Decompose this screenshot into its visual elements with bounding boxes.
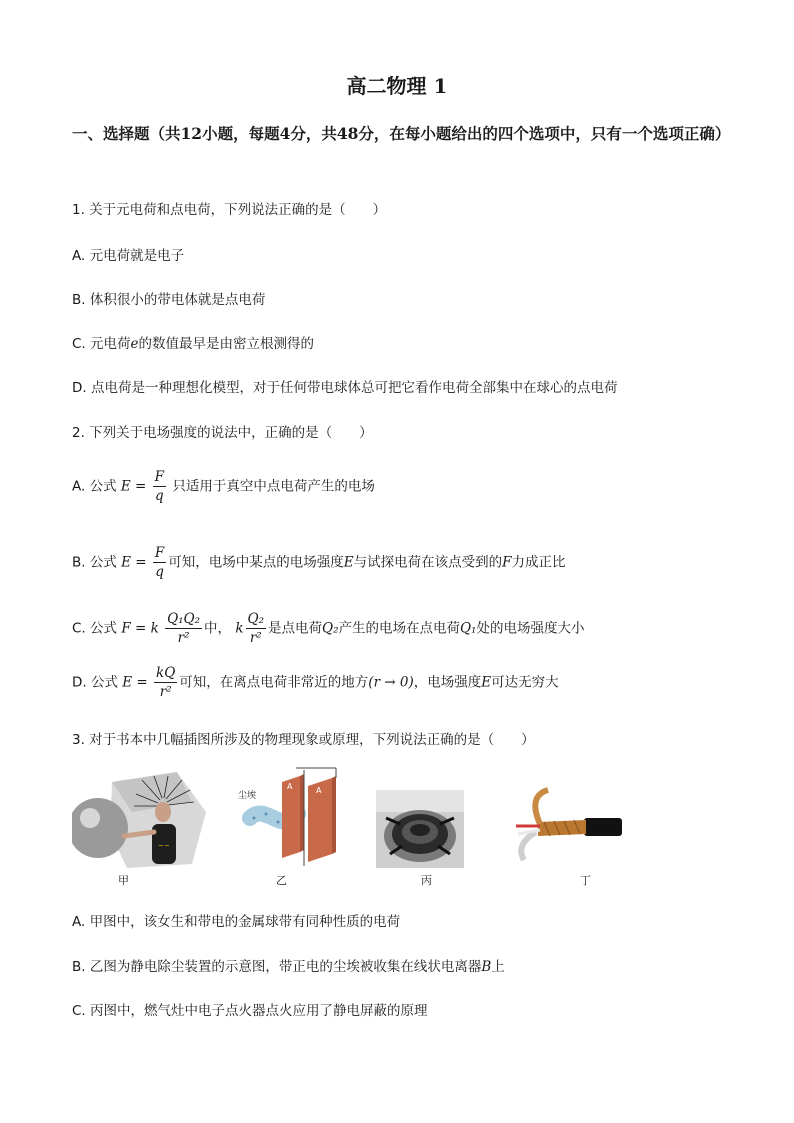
q2-d-e: E [481, 674, 492, 691]
q2-c-mid: 中， [204, 620, 232, 637]
frac-den: q [155, 564, 164, 580]
q2-c-lhs: F = k [121, 620, 159, 637]
q2-option-c [72, 610, 584, 647]
q2-b-suffix: 力成正比 [511, 554, 566, 571]
frac-num: kQ [156, 665, 176, 681]
plate-label-a2: A [316, 786, 322, 795]
q2-b-mid2: 与试探电荷在该点受到的 [353, 554, 503, 571]
fig-caption-yi: 乙 [276, 874, 287, 887]
q2-c-prefix: C. 公式 [72, 620, 118, 637]
q2-a-prefix: A. 公式 [72, 478, 117, 495]
q2-b-fraction [153, 544, 166, 581]
q2-d-mid: 可知，在离点电荷非常近的地方 [179, 674, 369, 691]
q2-b-f: F [502, 554, 512, 571]
dust-label: 尘埃 [238, 791, 257, 801]
q2-d-fraction [154, 664, 177, 701]
page-title: 高二物理 1 [346, 74, 448, 98]
frac-num: Q₁Q₂ [167, 611, 201, 627]
svg-text:~~: ~~ [158, 842, 170, 850]
frac-den: q [155, 488, 164, 504]
q2-a-lhs: E = [120, 478, 147, 495]
figure-jia [72, 772, 206, 868]
q2-b-lhs: E = [121, 554, 147, 571]
precipitator-illustration [236, 766, 350, 870]
frac-num: F [154, 545, 165, 561]
q1-option-c [72, 332, 314, 352]
q3-b-var: B [481, 959, 492, 975]
q2-c-q2: Q₂ [322, 620, 339, 637]
q2-c-suffix: 处的电场强度大小 [476, 620, 585, 637]
q2-c-mid2: 是点电荷 [268, 620, 322, 637]
q3-stem: 3. 对于书本中几幅插图所涉及的物理现象或原理，下列说法正确的是（ ） [72, 732, 535, 748]
figure-ding [514, 786, 622, 862]
q2-d-cond: (r → 0) [368, 674, 414, 691]
figure-bing [376, 790, 464, 868]
q1-stem: 1. 关于元电荷和点电荷，下列说法正确的是（ ） [72, 202, 387, 218]
frac-den: r² [177, 630, 190, 646]
frac-den: r² [159, 684, 172, 700]
figure-yi [236, 766, 350, 870]
q3-b-prefix: B. 乙图为静电除尘装置的示意图，带正电的尘埃被收集在线状电离器 [72, 959, 482, 975]
q3-option-c: C. 丙图中，燃气灶中电子点火器点火应用了静电屏蔽的原理 [72, 1003, 428, 1019]
q3-option-b [72, 955, 505, 975]
q1-option-b: B. 体积很小的带电体就是点电荷 [72, 292, 266, 308]
q2-c-q1: Q₁ [459, 620, 477, 637]
q2-c-k: k [235, 620, 244, 637]
q2-d-suffix: 可达无穷大 [491, 674, 559, 691]
q2-a-fraction [153, 468, 166, 505]
plate-label-a1: A [287, 782, 293, 791]
q2-option-d [72, 664, 559, 701]
q2-b-e: E [343, 554, 354, 571]
fig-caption-jia: 甲 [118, 874, 129, 887]
girl-sphere-illustration [72, 772, 206, 868]
q2-c-fraction2 [246, 610, 266, 647]
q2-a-suffix: 只适用于真空中点电荷产生的电场 [172, 478, 375, 495]
q1-c-suffix: 的数值最早是由密立根测得的 [138, 336, 315, 352]
shielded-cable-illustration [514, 786, 622, 862]
q3-option-a: A. 甲图中，该女生和带电的金属球带有同种性质的电荷 [72, 914, 401, 930]
fig-caption-ding: 丁 [580, 874, 591, 887]
q3-b-suffix: 上 [491, 959, 505, 975]
q2-b-mid: 可知，电场中某点的电场强度 [168, 554, 344, 571]
frac-den: r² [249, 630, 262, 646]
q2-b-prefix: B. 公式 [72, 554, 117, 571]
q2-d-prefix: D. 公式 [72, 674, 118, 691]
q1-c-prefix: C. 元电荷 [72, 336, 131, 352]
q2-c-fraction [165, 610, 202, 647]
gas-stove-illustration [376, 790, 464, 868]
q2-stem: 2. 下列关于电场强度的说法中，正确的是（ ） [72, 425, 373, 441]
frac-num: Q₂ [247, 611, 264, 627]
q2-d-lhs: E = [122, 674, 148, 691]
q2-d-mid2: ，电场强度 [413, 674, 482, 691]
q2-option-a [72, 468, 375, 505]
q1-c-var: e [130, 336, 139, 352]
q2-option-b [72, 544, 566, 581]
q1-option-a: A. 元电荷就是电子 [72, 248, 185, 264]
fig-caption-bing: 丙 [421, 874, 432, 887]
q1-option-d: D. 点电荷是一种理想化模型，对于任何带电球体总可把它看作电荷全部集中在球心的点电荷 [72, 380, 618, 396]
frac-num: F [154, 469, 165, 485]
section-heading: 一、选择题（共12小题，每题4分，共48分，在每小题给出的四个选项中，只有一个选项正确） [72, 124, 731, 143]
q2-c-mid3: 产生的电场在点电荷 [338, 620, 460, 637]
